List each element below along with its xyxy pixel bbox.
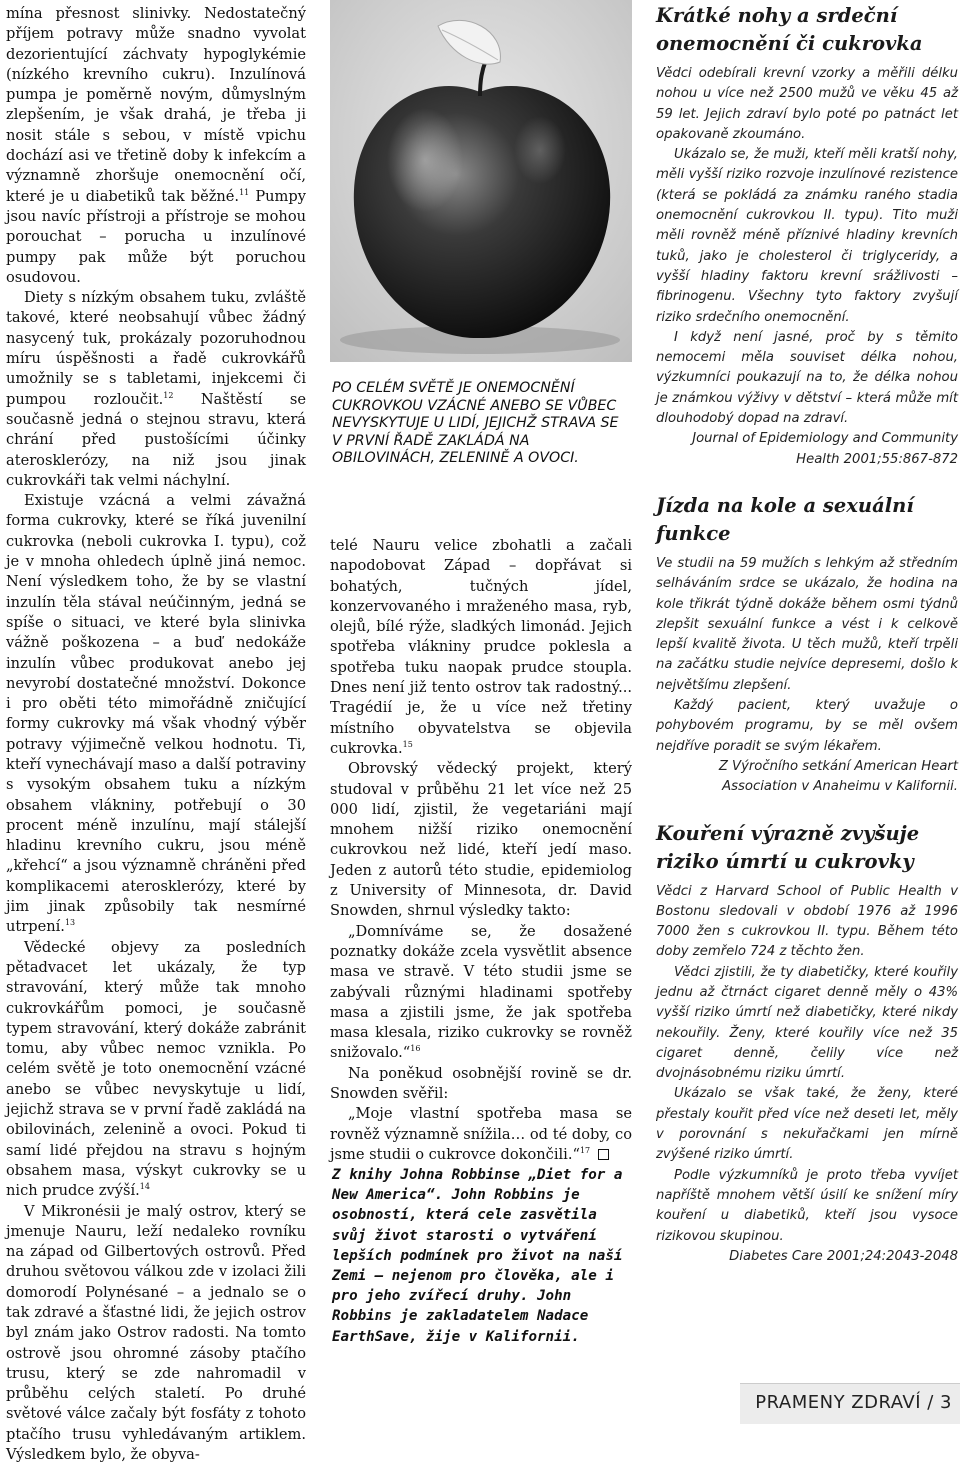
news-paragraph: Podle výzkumníků je proto třeba vyvíjet napříště mnohem větší úsilí ke snížení míry kouření u diabetiků, kteří jsou vysoce rizikovou skupinou. (656, 1167, 958, 1244)
news-paragraph: I když není jasné, proč by s těmito nemocemi měla souviset délka nohou, výzkumníci poukazují na to, že délka nohou je známkou výživy v dětství – která může mít dlouhodobý dopad na zdraví. (656, 329, 958, 427)
paragraph-text: mína přesnost slinivky. Nedostatečný příjem potravy může snadno vyvolat dezorientující záchvaty hypoglykémie (nízkého krevního cukru). Inzulínová pumpa je poměrně novým, důmyslným zlepšením, je však drahá, je třeba ji nosit stále s sebou, v místě vpichu dochází asi ve třetině doby k infekcím a významně zhoršuje onemocnění očí, které je u diabetiků tak běžné. (6, 5, 306, 205)
paragraph (6, 1202, 306, 1465)
news-paragraph: Ve studii na 59 mužích s lehkým až středním selháváním srdce se ukázalo, že hodina na kole třikrát týdně dokáže během osmi týdnů zlepšit sexuální funkce a vést i k celkově lepší kvalitě života. U těch mužů, kteří trpěli na začátku studie nejvíce depresemi, došlo k největšímu zlepšení. (656, 555, 958, 693)
news-paragraph: Každý pacient, který uvažuje o pohybovém programu, by se měl ovšem nejdříve poradit se svým lékařem. (656, 698, 958, 754)
quote (330, 922, 632, 1064)
paragraph (6, 938, 306, 1202)
column-right (656, 2, 958, 1289)
paragraph (330, 536, 632, 759)
paragraph-text: Existuje vzácná a velmi závažná forma cukrovky, které se říká juvenilní cukrovka (neboli cukrovka I. typu), což je v mnoha ohledech úplně jiná nemoc. Není výsledkem toho, že by se vlastní inzulín těla stával neúčinným, jedná se spíše o situaci, ve které byla slinivka vážně poškozena – a buď nedokáže inzulín vůbec produkovat anebo jej nevyrobí dostatečné množství. Dokonce i pro oběti této mimořádně zničující formy cukrovky má však vhodný výběr potravy výjimečně velkou hodnotu. Ti, kteří vynechávají maso a další potraviny s vysokým obsahem tuku a nízkým obsahem vlákniny, potřebují o 30 procent méně inzulínu, mají stálejší hladinu krevního cukru, jsou méně „křehcí“ a jsou významně chráněni před komplikacemi aterosklerózy, které by jim jinak způsobily tak nesmírné utrpení. (6, 492, 306, 936)
apple-icon (330, 0, 632, 362)
footnote-ref: 14 (139, 1182, 150, 1192)
end-mark-icon (598, 1149, 609, 1160)
photo-caption: PO CELÉM SVĚTĚ JE ONEMOCNĚNÍ CUKROVKOU VZÁCNÉ ANEBO SE VŮBEC NEVYSKYTUJE U LIDÍ, JEJICHŽ STRAVA SE V PRVNÍ ŘADĚ ZAKLÁDÁ NA OBILOVINÁCH, ZELENINĚ A OVOCI. (332, 380, 619, 467)
quote-text: „Moje vlastní spotřeba masa se rovněž významně snížila… od té doby, co jsme studii o cukrovce dokončili.“ (330, 1105, 632, 1163)
news-paragraph: Vědci odebírali krevní vzorky a měřili délku nohou u více než 2500 mužů ve věku 45 až 59 let. Jejich zdraví bylo poté po patnáct let opakovaně zkoumáno. (656, 66, 958, 142)
paragraph-text: telé Nauru velice zbohatli a začali napodobovat Západ – dopřávat si bohatých, tučných jídel, konzervovaného i mraženého masa, ryb, olejů, bílé rýže, sladkých limonád. Jejich spotřeba vlákniny prudce poklesla a spotřeba tuku naopak prudce stoupla. Dnes není již tento ostrov tak radostný... Tragédií je, že u více než třetiny místního obyvatelstva se objevila cukrovka. (330, 537, 632, 757)
footnote-ref: 16 (410, 1044, 421, 1054)
news-title: Kouření výrazně zvyšuje riziko úmrtí u cukrovky (656, 821, 920, 873)
news-paragraph: Ukázalo se však také, že ženy, které přestaly kouřit před více než deseti let, měly v porovnání s nekuřačkami jen mírně zvýšené riziko úmrtí. (656, 1086, 958, 1163)
book-note: Z knihy Johna Robbinse „Diet for a New America“. John Robbins je osobností, která cele zasvětila svůj život starosti o vytváření lepších podmínek pro život na naší Zemi – nejenom pro člověka, ale i pro jeho zvířecí druhy. John Robbins je zakladatelem Nadace EarthSave, žije v Kalifornii. (332, 1167, 623, 1345)
paragraph (6, 288, 306, 491)
quote (330, 1104, 632, 1165)
paragraph-text: Vědecké objevy za posledních pětadvacet let ukázaly, že typ stravování, který může tak mnoho cukrovkářům pomoci, je současně typem stravování, který dokáže zabránit tomu, aby vůbec nemoc vznikla. Po celém světě je toto onemocnění vzácné anebo se vůbec nevyskytuje u lidí, jejichž strava se v první řadě zakládá na obilovinách, zelenině a ovoci. Pokud ti samí lidé přejdou na stravu s hojným obsahem masa, výskyt cukrovky se u nich prudce zvýší. (6, 938, 306, 1200)
news-item (656, 492, 958, 798)
news-paragraph: Vědci z Harvard School of Public Health v Bostonu sledovali v období 1976 až 1996 7000 žen s cukrovkou II. typu. Během této doby zemřelo 724 z těchto žen. (656, 883, 958, 960)
paragraph: Obrovský vědecký projekt, který studoval v průběhu 21 let více než 25 000 lidí, zjistil, že vegetariáni mají mnohem nižší riziko onemocnění cukrovkou než lidé, kteří jedí maso. Jeden z autorů této studie, epidemiolog z University of Minnesota, dr. David Snowden, shrnul výsledky takto: (330, 760, 632, 920)
footnote-ref: 15 (402, 740, 413, 750)
paragraph (6, 4, 306, 288)
news-source: Z Výročního setkání American Heart Association v Anaheimu v Kalifornii. (718, 758, 958, 795)
paragraph-text: V Mikronésii je malý ostrov, který se jmenuje Nauru, leží nedaleko rovníku na západ od Gilbertových ostrovů. Před druhou světovou válkou zde v izolaci žili domorodí Polynésané – a jednalo se o tak zdravé a šťastné lidi, že jejich ostrov byl znám jako Ostrov radosti. Na tomto ostrově jsou ohromné zásoby ptačího trusu, který se zde nahromadil v průběhu celých staletí. Po druhé světové válce začaly být fosfáty z tohoto ptačího trusu vyhledávaným artiklem. Výsledkem bylo, že obyva- (6, 1202, 306, 1464)
news-item (656, 820, 958, 1268)
news-source: Journal of Epidemiology and Community Health 2001;55:867-872 (692, 431, 958, 467)
footnote-ref: 13 (64, 918, 76, 928)
footnote-ref: 17 (579, 1146, 591, 1156)
page-footer (740, 1383, 960, 1424)
apple-photo (330, 0, 632, 362)
news-item (656, 2, 958, 470)
column-left (6, 4, 306, 1465)
footer-label: PRAMENY ZDRAVÍ / 3 (755, 1392, 952, 1413)
footnote-ref: 12 (163, 390, 174, 400)
middle-body (330, 536, 632, 1165)
paragraph-text: Pumpy jsou navíc přístroji a přístroje se mohou porouchat – porucha u inzulínové pumpy pak může být poruchou osudovou. (6, 187, 306, 286)
news-title: Jízda na kole a sexuální funkce (656, 493, 914, 545)
quote-text: „Domníváme se, že dosažené poznatky dokáže zcela vysvětlit absence masa ve stravě. V této studii jsme se zabývali různými hladinami spotřeby masa a zjistili jsme, že jak spotřeba masa klesala, riziko cukrovky se rovněž snižovalo.“ (330, 922, 632, 1062)
news-source: Diabetes Care 2001;24:2043-2048 (729, 1248, 958, 1264)
paragraph-text: Diety s nízkým obsahem tuku, zvláště takové, které neobsahují vůbec žádný nasycený tuk, prokázaly pozoruhodnou míru úspěšnosti a řadě cukrovkářů umožnily se s tabletami, injekcemi či pumpou rozloučit. (6, 289, 306, 408)
footnote-ref: 11 (239, 187, 250, 197)
news-paragraph: Ukázalo se, že muži, kteří měli kratší nohy, měli vyšší riziko rozvoje inzulínové rezistence (která se pokládá za známku raného stadia onemocnění cukrovkou II. typu). Tito muži měli rovněž méně příznivé hladiny krevních tuků, jako je cholesterol či triglyceridy, a vyšší hladiny faktoru krevní srážlivosti – fibrinogenu. Všechny tyto faktory zvyšují riziko srdečního onemocnění. (656, 147, 958, 325)
news-paragraph: Vědci zjistili, že ty diabetičky, které kouřily jednu až čtrnáct cigaret denně měly o 43% vyšší riziko úmrtí než diabetičky, které nikdy nekouřily. Ženy, které kouřily více než 35 cigaret denně, čelily více než dvojnásobnému riziku úmrtí. (656, 964, 958, 1082)
paragraph: Na poněkud osobnější rovině se dr. Snowden svěřil: (330, 1064, 632, 1103)
paragraph-text: Naštěstí se současně jedná o stejnou stravu, která chrání před pustošícími účinky aterosklerózy, na niž jsou jinak cukrovkáři tak velmi náchylní. (6, 390, 306, 489)
news-title: Krátké nohy a srdeční onemocnění či cukrovka (656, 4, 923, 55)
paragraph (6, 491, 306, 938)
